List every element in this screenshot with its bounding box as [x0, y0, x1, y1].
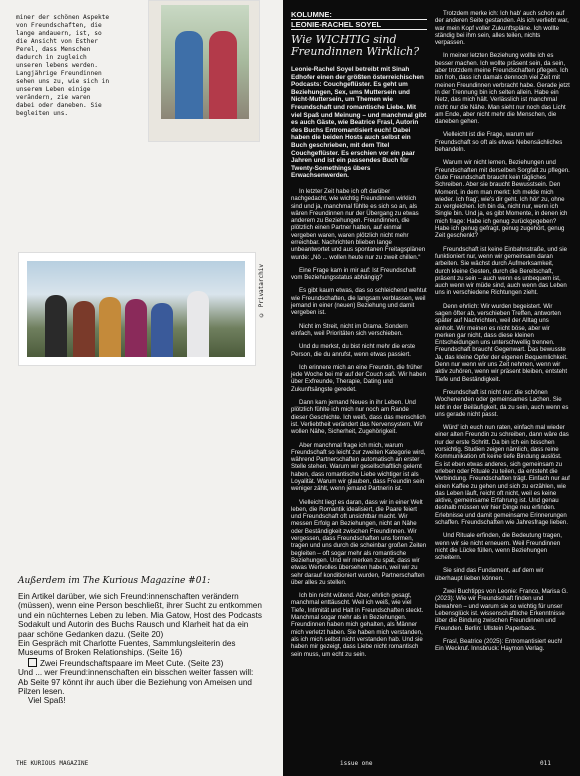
sidebar-item: Und ... wer Freund:innenschaften ein bisschen weiter fassen will: Ab Seite 97 könnt ihr auch über die Beziehung von Ameisen und Pilzen lesen.: [18, 668, 254, 697]
article-paragraph: Aber manchmal frage ich mich, warum Freundschaft so leicht zur zweiten Kategorie wird, während Partnerschaften automatisch an erster Stelle stehen. Warum wir gesellschaftlich gelernt haben, dass romantische Liebe wichtiger ist als Loyalität. Warum wir glauben, dass Freundin sein weniger zählt, wenn jemand Partnerin ist.: [291, 441, 426, 493]
author-name: LEONIE-RACHEL SOYEL: [291, 20, 427, 30]
article-paragraph: Ich bin nicht wütend. Aber, ehrlich gesagt, manchmal enttäuscht. Weil ich weiß, wie viel Tiefe, Intimität und Halt in Freundschaften steckt. Manchmal sogar mehr als in Beziehungen. Freundinnen haben mich gehalten, als Männer mich verletzt haben. Sie haben mich verstanden, als ich mich selbst nicht verstanden hab. Und sie haben mir gezeigt, dass Liebe nicht romantisch sein muss, um echt zu sein.: [291, 592, 424, 658]
left-paragraphs: [291, 188, 427, 658]
photo-credit: © Privatarchiv: [258, 264, 265, 318]
childhood-photo-two-girls: [148, 0, 260, 142]
article-paragraph: Und Rituale erfinden, die Bedeutung tragen, wenn wir sie nicht erneuern. Weil Freundinnen nicht die Lücke füllen, wenn Beziehungen scheitern.: [435, 532, 562, 562]
girl-figure-right: [209, 31, 237, 119]
column-page: [283, 0, 580, 776]
sidebar-body: [18, 592, 262, 706]
article-paragraph: Freundschaft ist nicht nur: die schönen Wochenenden oder gemeinsames Lachen. Sie lebt in der Beiläufigkeit, da zu sein, auch wenn es uns gerade nicht passt.: [435, 388, 569, 418]
article-paragraph: Warum wir nicht lernen, Beziehungen und Freundschaften mit derselben Sorgfalt zu pflegen. Gute Freundschaft braucht kein tägliches Schreiben. Aber sie braucht Bewusstsein. Den Moment, in dem man merkt: Ich melde mich wieder. Ich frag', wie's dir geht. Ich hör' zu, ohne zu vergleichen. Ich bin da, nicht nur, wenn ich Single bin. Und ja, es gibt Momente, in denen ich mich frage: Habe ich genug zurückgegeben? Habe ich genug gefragt, genug zugehört, genug Zeit geschenkt?: [435, 159, 570, 240]
sidebar-item: Ein Gespräch mit Charlotte Fuentes, Sammlungsleiterin des Museums of Broken Relationships. (Seite 16): [18, 639, 236, 658]
article-paragraph: Es gibt kaum etwas, das so schleichend wehtut wie Freundschaften, die langsam verblassen, weil jemand in einer (neuen) Beziehung und damit vergeben ist.: [291, 287, 427, 317]
column-intro: Leonie-Rachel Soyel betreibt mit Sinah Edhofer einen der größten österreichischen Podcasts: Couchgeflüster. Es geht um Beziehungen, Sex, ums Muttersein und Nicht-Muttersein, um Themen wie Freundschaft und romantische Liebe. Mit viel Spaß und Meinung – und manchmal gibt es auch Gäste, wie Beatrice Frasl, Autorin des Buchs Entromantisiert euch! Dabei haben die beiden Hosts auch selbst ein Buch geschrieben, mit dem Titel Couchgeflüster. Es erschien vor ein paar Jahren und ist ein passendes Buch für Twenty-Somethings übers Erwachsenwerden.: [291, 66, 427, 180]
article-paragraph: Eine Frage kam in mir auf: Ist Freundschaft vom Beziehungsstatus abhängig?: [291, 266, 416, 282]
article-paragraph: Würd' ich euch nun raten, einfach mal wieder einer alten Freundin zu schreiben, dann wäre das nur der erste Schritt. Da bin ich ein bisschen vorsichtig. Studien zeigen nämlich, dass reine Kommunikation oft keine tiefe Bindung auslöst. Es ist eben etwas anderes, sich gemeinsam zu erleben oder Rituale zu teilen, da entsteht die Verbindung. Freundschaften trägt. Einfach nur auf einen Kaffee zu gehen und sich zu erzählen, wie das Leben läuft, reicht oft nicht, weil es keine aktive, gemeinsame Erfahrung ist. Und genau deshalb müssen wir hier Dinge neu erfinden. Erlebnisse und damit gemeinsame Erinnerungen schaffen. Freundschaften wie Jahresfrage lieben.: [435, 424, 570, 526]
sidebar-item: [18, 658, 262, 668]
column-byline: [291, 10, 427, 30]
column-left: [291, 10, 427, 664]
article-paragraph: Trotzdem merke ich: Ich hab' auch schon auf der anderen Seite gestanden. Als ich verliebt war, war mein Kopf voller Zukunftspläne. Ich wollte ständig bei ihm sein, alles teilen, nichts verpassen.: [435, 10, 569, 47]
person-figure: [151, 303, 173, 357]
article-paragraph: Frasl, Beatrice (2025): Entromantisiert euch! Ein Weckruf. Innsbruck: Haymon Verlag.: [435, 637, 563, 653]
article-paragraph: In meiner letzten Beziehung wollte ich es besser machen. Ich wollte präsent sein, da sein, aber trotzdem meine Freundschaften pflegen. Ich bin froh, dass ich damals dennoch viel Zeit mit meinen Freundinnen verbracht habe. Gerade jetzt in der Trennung bin ich selten allein. Habe ein Netz, das mich hält. Verlässlich ist manchmal nicht nur die Nähe. Man sieht nur noch das Licht am Ende, aber nicht mehr die Menschen, die daneben gehen.: [435, 52, 570, 126]
article-paragraph: In letzter Zeit habe ich oft darüber nachgedacht, wie wichtig Freundinnen wirklich sind und ja, manchmal fühlte es sich so an, als wären Freundinnen nur der Übergang zu etwas anderem zu Beziehungen. Freundinnen, die plötzlich einen Partner hatten, auf einmal vergeben waren, waren plötzlich nicht mehr erreichbar. Nachrichten blieben lange unbeantwortet und aus spontanen Freitagsplänen wurde: „Nö ... wollen heute nur zu zweit chillen.“: [291, 187, 426, 261]
photo-caption: miner der schönen Aspekte von Freundschaften, die lange andauern, ist, so die Ansicht von Esther Perel, dass Menschen dadurch in zugleich unseren lebens werden. Langjährige Freundinnen sehen uns zu, wie sich in unserem Leben einige verändern, zie waren dabei oder daneben. Sie begleiten uns.: [16, 14, 110, 117]
sidebar-heading: Außerdem im The Kurious Magazine #01:: [18, 576, 211, 586]
footer-magazine-name: THE KURIOUS MAGAZINE: [16, 760, 89, 767]
article-paragraph: Dann kam jemand Neues in ihr Leben. Und plötzlich fühlte ich mich nur noch am Rande dieser Geschichte. Ich weiß, dass das menschlich ist. Verliebtheit verändert das Nervensystem. Wir wollen Nähe, Sicherheit, Zugehörigkeit.: [291, 399, 426, 436]
article-paragraph: Vielleicht liegt es daran, dass wir in einer Welt leben, die Romantik idealisiert, die Paare feiert und Freundschaft oft unsichtbar macht. Wir messen Erfolg an Beziehungen, nicht an Nähe oder Beständigkeit zwischen Freundinnen. Wir vergessen, dass Freundschaften uns formen, tragen und uns durch die scheinbar großen Zeiten begleiten – oft sogar mehr als romantische Beziehungen. Und wir merken zu spät, dass wir etwas Wertvolles übersehen haben, weil wir zu sehr darauf konditioniert wurden, Partnerschaften über alles zu stellen.: [291, 498, 427, 586]
kolumne-label: KOLUMNE:: [291, 10, 427, 20]
person-figure: [45, 295, 67, 357]
person-figure: [99, 297, 121, 357]
footer-issue: issue one: [340, 760, 373, 767]
person-figure: [125, 299, 147, 357]
article-paragraph: Und du merkst, du bist nicht mehr die erste Person, die du anrufst, wenn etwas passiert.: [291, 343, 416, 358]
sidebar-item: Ein Artikel darüber, wie sich Freund:innenschaften verändern (müssen), wenn eine Person beschließt, ihrer Sucht zu entkommen und ein nüchternes Leben zu leben. Mia Gatow, Host des Podcasts Sodakult und Autorin des Buchs Rausch und Klarheit hat da ein paar schöne Gedanken dazu. (Seite 20): [18, 592, 262, 639]
article-paragraph: Ich erinnere mich an eine Freundin, die früher jede Woche bei mir auf der Couch saß. Wir haben über Exfreunde, Therapie, Dating und Zukunftsängste geredet.: [291, 363, 427, 393]
person-figure: [187, 291, 209, 357]
girl-figure-left: [175, 31, 203, 119]
person-figure: [73, 301, 95, 357]
article-paragraph: Sie sind das Fundament, auf dem wir überhaupt lieben können.: [435, 567, 544, 582]
article-paragraph: Zwei Buchtipps von Leonie: Franco, Marisa G. (2023): Wie wir Freundschaft finden und bewahren – und warum sie so wichtig für unser Lebensglück ist. wissenschaftliche Erkenntnisse über die Bindung zwischen Freundinnen und Freunden. Berlin: Ullstein Paperback.: [435, 588, 568, 632]
article-paragraph: Nicht im Streit, nicht im Drama. Sondern einfach, weil Prioritäten sich verschieben.: [291, 322, 408, 337]
article-paragraph: Vielleicht ist die Frage, warum wir Freundschaft so oft als etwas Nebensächliches behandeln.: [435, 131, 563, 154]
article-paragraph: Denn ehrlich: Wir wurden begeistert. Wir sagen öfter ab, verschieben Treffen, antworten später auf Nachrichten, weil der Alltag uns einholt. Wir meinen es nicht böse, aber wir merken gar nicht, dass diese kleinen Entscheidungen uns unterschwellig trennen. Freundschaft braucht Gegenwart. Das bewusste Ja, das kleine Opfer der eigenen Bequemlichkeit. Denn nur wenn wir uns Zeit nehmen, wenn wir aktiv zuhören, wenn wir präsent bleiben, entsteht Tiefe und Beständigkeit.: [435, 302, 568, 383]
sidebar-signoff: Viel Spaß!: [28, 696, 66, 706]
group-costume-photo: [18, 252, 256, 366]
column-right: [435, 10, 570, 658]
footer-page-number: 011: [540, 760, 551, 767]
column-headline: Wie WICHTIG sind Freundinnen Wirklich?: [291, 33, 420, 58]
right-paragraphs: [435, 10, 570, 652]
checkbox-icon: [28, 658, 37, 667]
article-paragraph: Freundschaft ist keine Einbahnstraße, und sie funktioniert nur, wenn wir gemeinsam daran arbeiten. Sie wächst durch Aufmerksamkeit, durch kleine Gesten, durch die Bereitschaft, präsent zu sein – auch wenn es unbequem ist, auch wenn wir müde sind, auch wenn das Leben uns in verschiedene Richtungen zieht.: [435, 245, 567, 297]
sidebar-item-text: Zwei Freundschaftspaare im Meet Cute. (Seite 23): [40, 658, 224, 668]
